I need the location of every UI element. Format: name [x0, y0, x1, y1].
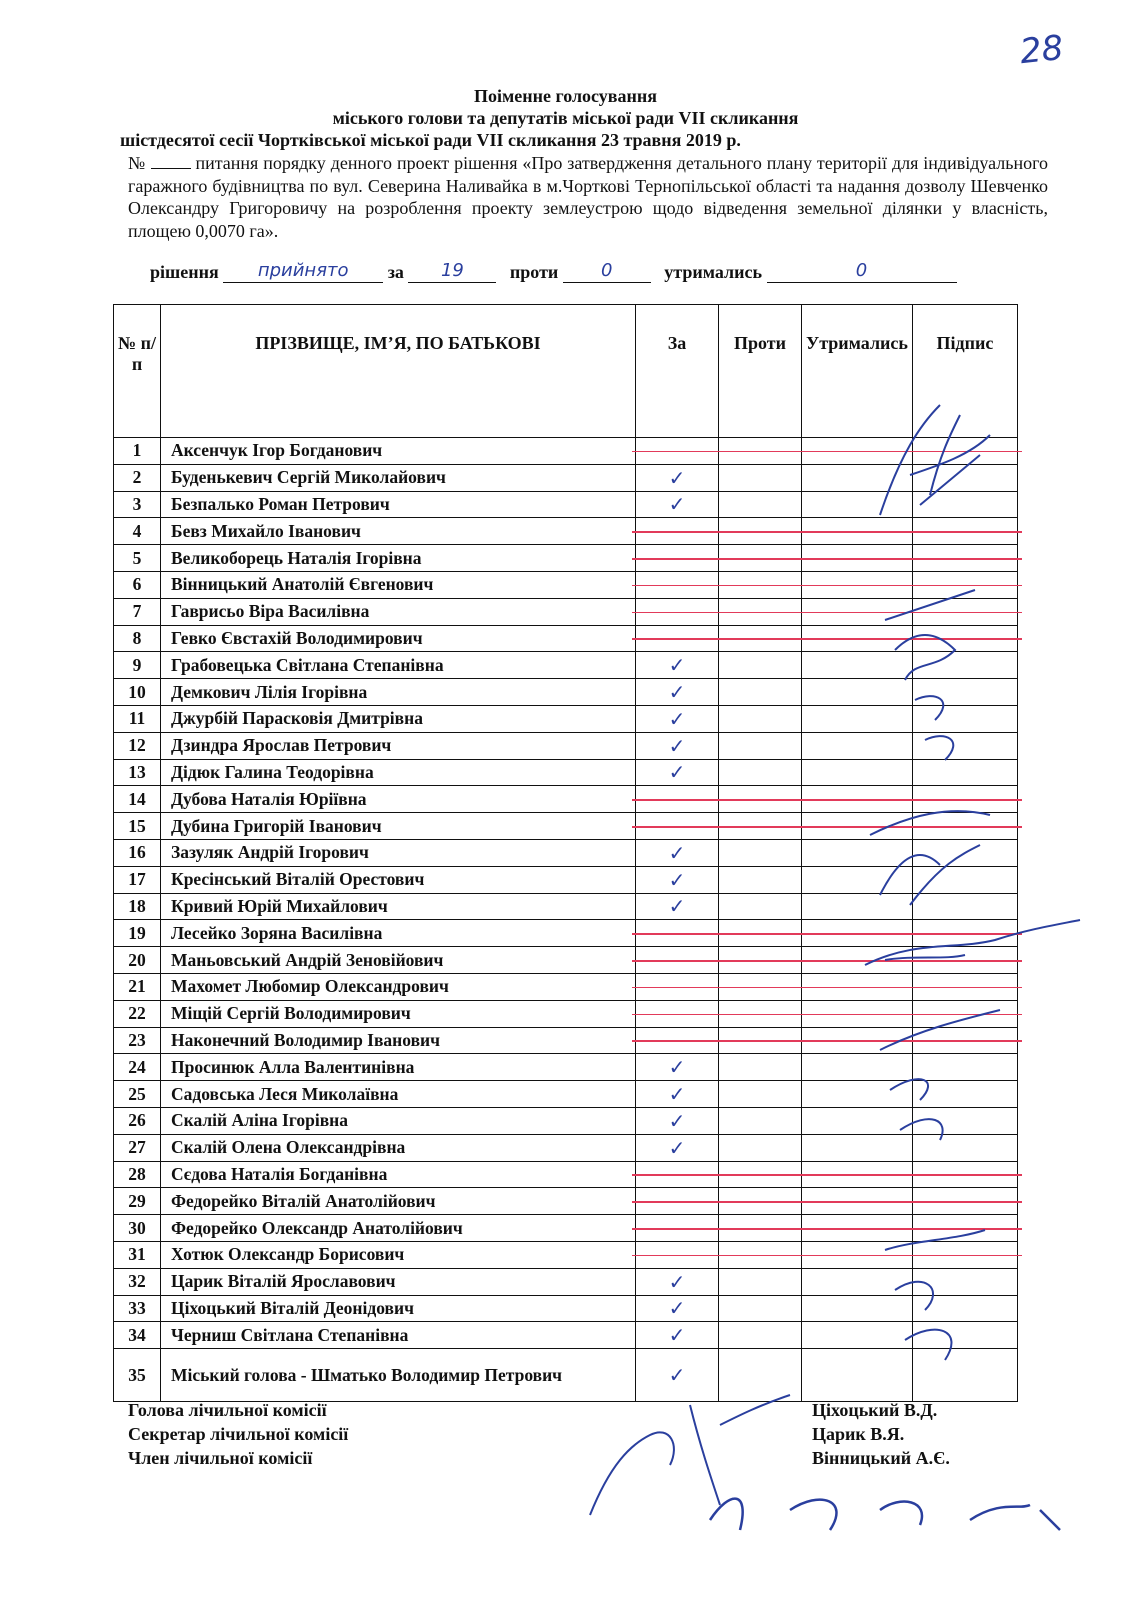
vote-for-cell: [636, 1268, 719, 1295]
header-name: ПРІЗВИЩЕ, ІМ’Я, ПО БАТЬКОВІ: [161, 305, 636, 438]
deputy-name: Федорейко Віталій Анатолійович: [161, 1188, 636, 1215]
deputy-name: Махомет Любомир Олександрович: [161, 973, 636, 1000]
signature-scribble-icon: [875, 590, 1005, 780]
check-mark-icon: ✓: [668, 760, 686, 785]
vote-against-cell: [719, 866, 802, 893]
row-number: 12: [114, 732, 161, 759]
row-number: 5: [114, 545, 161, 572]
deputy-name: Дубина Григорій Іванович: [161, 813, 636, 840]
row-number: 7: [114, 598, 161, 625]
vote-for-cell: [636, 1295, 719, 1322]
check-mark-icon: ✓: [668, 1363, 686, 1388]
deputy-name: Джурбій Парасковія Дмитрівна: [161, 705, 636, 732]
commission-chair-label: Голова лічильної комісії: [128, 1400, 327, 1420]
vote-against-cell: [719, 491, 802, 518]
deputy-name: Міщій Сергій Володимирович: [161, 1000, 636, 1027]
signature-scribble-icon: [700, 1470, 1080, 1550]
vote-for-cell: [636, 679, 719, 706]
commission-secretary-label: Секретар лічильної комісії: [128, 1424, 349, 1444]
vote-for-cell: [636, 1107, 719, 1134]
vote-against-cell: [719, 652, 802, 679]
check-mark-icon: ✓: [668, 1135, 686, 1160]
header-num: № п/п: [114, 305, 161, 438]
for-label: за: [387, 262, 404, 282]
deputy-name: Сєдова Наталія Богданівна: [161, 1161, 636, 1188]
check-mark-icon: ✓: [668, 733, 686, 758]
deputy-name: Просинюк Алла Валентинівна: [161, 1054, 636, 1081]
signature-scribble-icon: [855, 910, 1085, 980]
vote-for-cell: [636, 759, 719, 786]
check-mark-icon: ✓: [668, 1082, 686, 1107]
row-number: 34: [114, 1322, 161, 1349]
deputy-name: Бевз Михайло Іванович: [161, 518, 636, 545]
deputy-name: Безпалько Роман Петрович: [161, 491, 636, 518]
row-number: 2: [114, 464, 161, 491]
row-number: 10: [114, 679, 161, 706]
deputy-name: Черниш Світлана Степанівна: [161, 1322, 636, 1349]
vote-against-cell: [719, 893, 802, 920]
deputy-name: Міський голова - Шматько Володимир Петрович: [161, 1349, 636, 1402]
deputy-name: Наконечний Володимир Іванович: [161, 1027, 636, 1054]
absence-strike-line: [632, 987, 1022, 989]
doc-subtitle: міського голови та депутатів міської ради VII скликання: [332, 108, 799, 128]
deputy-name: Великоборець Наталія Ігорівна: [161, 545, 636, 572]
row-number: 14: [114, 786, 161, 813]
vote-against-cell: [719, 1322, 802, 1349]
row-number: 9: [114, 652, 161, 679]
absence-strike-line: [632, 1201, 1022, 1203]
vote-against-cell: [719, 679, 802, 706]
header-for: За: [636, 305, 719, 438]
vote-for-cell: [636, 464, 719, 491]
vote-for-cell: [636, 491, 719, 518]
issue-text: [128, 152, 1048, 242]
commission-chair-name: Ціхоцький В.Д.: [812, 1400, 938, 1420]
vote-for-cell: [636, 1054, 719, 1081]
row-number: 21: [114, 973, 161, 1000]
check-mark-icon: ✓: [668, 894, 686, 919]
check-mark-icon: ✓: [668, 465, 686, 490]
vote-for-cell: [636, 1081, 719, 1108]
vote-against-cell: [719, 1054, 802, 1081]
deputy-name: Грабовецька Світлана Степанівна: [161, 652, 636, 679]
deputy-name: Аксенчук Ігор Богданович: [161, 438, 636, 465]
abstain-label: утримались: [664, 262, 762, 282]
deputy-name: Скалій Аліна Ігорівна: [161, 1107, 636, 1134]
row-number: 15: [114, 813, 161, 840]
deputy-name: Гаврисьо Віра Василівна: [161, 598, 636, 625]
row-number: 1: [114, 438, 161, 465]
row-number: 6: [114, 571, 161, 598]
commission-member-name: Вінницький А.Є.: [812, 1448, 950, 1468]
check-mark-icon: ✓: [668, 1055, 686, 1080]
against-label: проти: [509, 262, 559, 282]
abstain-value: 0: [767, 260, 957, 283]
check-mark-icon: ✓: [668, 653, 686, 678]
absence-strike-line: [632, 558, 1022, 560]
vote-against-cell: [719, 464, 802, 491]
commission-secretary-name: Царик В.Я.: [812, 1424, 905, 1444]
vote-against-cell: [719, 705, 802, 732]
absence-strike-line: [632, 531, 1022, 533]
row-number: 20: [114, 947, 161, 974]
absence-strike-line: [632, 799, 1022, 801]
deputy-name: Буденькевич Сергій Миколайович: [161, 464, 636, 491]
deputy-name: Кривий Юрій Михайлович: [161, 893, 636, 920]
check-mark-icon: ✓: [668, 680, 686, 705]
issue-prefix: №: [128, 153, 146, 173]
row-number: 30: [114, 1215, 161, 1242]
row-number: 3: [114, 491, 161, 518]
check-mark-icon: ✓: [668, 1323, 686, 1348]
row-number: 24: [114, 1054, 161, 1081]
signature-scribble-icon: [850, 805, 1000, 915]
check-mark-icon: ✓: [668, 492, 686, 517]
vote-for-cell: [636, 893, 719, 920]
row-number: 16: [114, 839, 161, 866]
deputy-name: Зазуляк Андрій Ігорович: [161, 839, 636, 866]
header-against: Проти: [719, 305, 802, 438]
deputy-name: Демкович Лілія Ігорівна: [161, 679, 636, 706]
signature-scribble-icon: [850, 395, 1000, 525]
row-number: 8: [114, 625, 161, 652]
commission-member-label: Член лічильної комісії: [128, 1448, 313, 1468]
row-number: 28: [114, 1161, 161, 1188]
row-number: 13: [114, 759, 161, 786]
deputy-name: Скалій Олена Олександрівна: [161, 1134, 636, 1161]
row-number: 29: [114, 1188, 161, 1215]
session-line: шістдесятої сесії Чортківської міської ради VII скликання 23 травня 2019 р.: [120, 130, 741, 150]
deputy-name: Хотюк Олександр Борисович: [161, 1241, 636, 1268]
vote-against-cell: [719, 1107, 802, 1134]
vote-against-cell: [719, 732, 802, 759]
doc-title: Поіменне голосування: [473, 86, 658, 106]
header-abstain: Утримались: [802, 305, 913, 438]
row-number: 23: [114, 1027, 161, 1054]
row-number: 33: [114, 1295, 161, 1322]
against-value: 0: [563, 260, 651, 283]
row-number: 31: [114, 1241, 161, 1268]
vote-for-cell: [636, 705, 719, 732]
row-number: 35: [114, 1349, 161, 1402]
row-number: 18: [114, 893, 161, 920]
header-signature: Підпис: [912, 305, 1017, 438]
deputy-name: Садовська Леся Миколаївна: [161, 1081, 636, 1108]
absence-strike-line: [632, 585, 1022, 587]
vote-against-cell: [719, 1295, 802, 1322]
vote-for-cell: [636, 652, 719, 679]
deputy-name: Дзиндра Ярослав Петрович: [161, 732, 636, 759]
issue-number-blank: [151, 154, 191, 169]
check-mark-icon: ✓: [668, 1269, 686, 1294]
row-number: 27: [114, 1134, 161, 1161]
deputy-name: Маньовський Андрій Зеновійович: [161, 947, 636, 974]
vote-for-cell: [636, 732, 719, 759]
check-mark-icon: ✓: [668, 867, 686, 892]
page-number: 28: [1018, 27, 1066, 73]
row-number: 32: [114, 1268, 161, 1295]
issue-body: питання порядку денного проект рішення «Про затвердження детального плану території для індивідуального гаражного будівництва по вул. Северина Наливайка в м.Чорткові Тернопільської області та надання дозволу Шевченко Олександру Григоровичу на розроблення проекту землеустрою щодо відведення земельної ділянки у власність, площею 0,0070 га».: [128, 153, 1049, 241]
signature-scribble-icon: [860, 1010, 1010, 1150]
vote-against-cell: [719, 1134, 802, 1161]
decision-value: прийнято: [223, 260, 383, 283]
deputy-name: Царик Віталій Ярославович: [161, 1268, 636, 1295]
vote-for-cell: [636, 1322, 719, 1349]
deputy-name: Кресінський Віталій Орестович: [161, 866, 636, 893]
deputy-name: Дідюк Галина Теодорівна: [161, 759, 636, 786]
vote-against-cell: [719, 1081, 802, 1108]
vote-for-cell: [636, 839, 719, 866]
row-number: 4: [114, 518, 161, 545]
for-value: 19: [408, 260, 496, 283]
row-number: 17: [114, 866, 161, 893]
check-mark-icon: ✓: [668, 840, 686, 865]
deputy-name: Ціхоцький Віталій Деонідович: [161, 1295, 636, 1322]
deputy-name: Лесейко Зоряна Василівна: [161, 920, 636, 947]
row-number: 26: [114, 1107, 161, 1134]
row-number: 25: [114, 1081, 161, 1108]
vote-for-cell: [636, 866, 719, 893]
row-number: 11: [114, 705, 161, 732]
deputy-name: Федорейко Олександр Анатолійович: [161, 1215, 636, 1242]
check-mark-icon: ✓: [668, 1296, 686, 1321]
row-number: 22: [114, 1000, 161, 1027]
deputy-name: Вінницький Анатолій Євгенович: [161, 571, 636, 598]
vote-against-cell: [719, 839, 802, 866]
decision-label: рішення: [150, 262, 219, 282]
decision-line: [150, 260, 957, 283]
vote-against-cell: [719, 759, 802, 786]
signature-scribble-icon: [875, 1230, 995, 1370]
check-mark-icon: ✓: [668, 1108, 686, 1133]
check-mark-icon: ✓: [668, 706, 686, 731]
absence-strike-line: [632, 1174, 1022, 1176]
vote-against-cell: [719, 1268, 802, 1295]
deputy-name: Дубова Наталія Юріївна: [161, 786, 636, 813]
row-number: 19: [114, 920, 161, 947]
deputy-name: Гевко Євстахій Володимирович: [161, 625, 636, 652]
vote-for-cell: [636, 1134, 719, 1161]
